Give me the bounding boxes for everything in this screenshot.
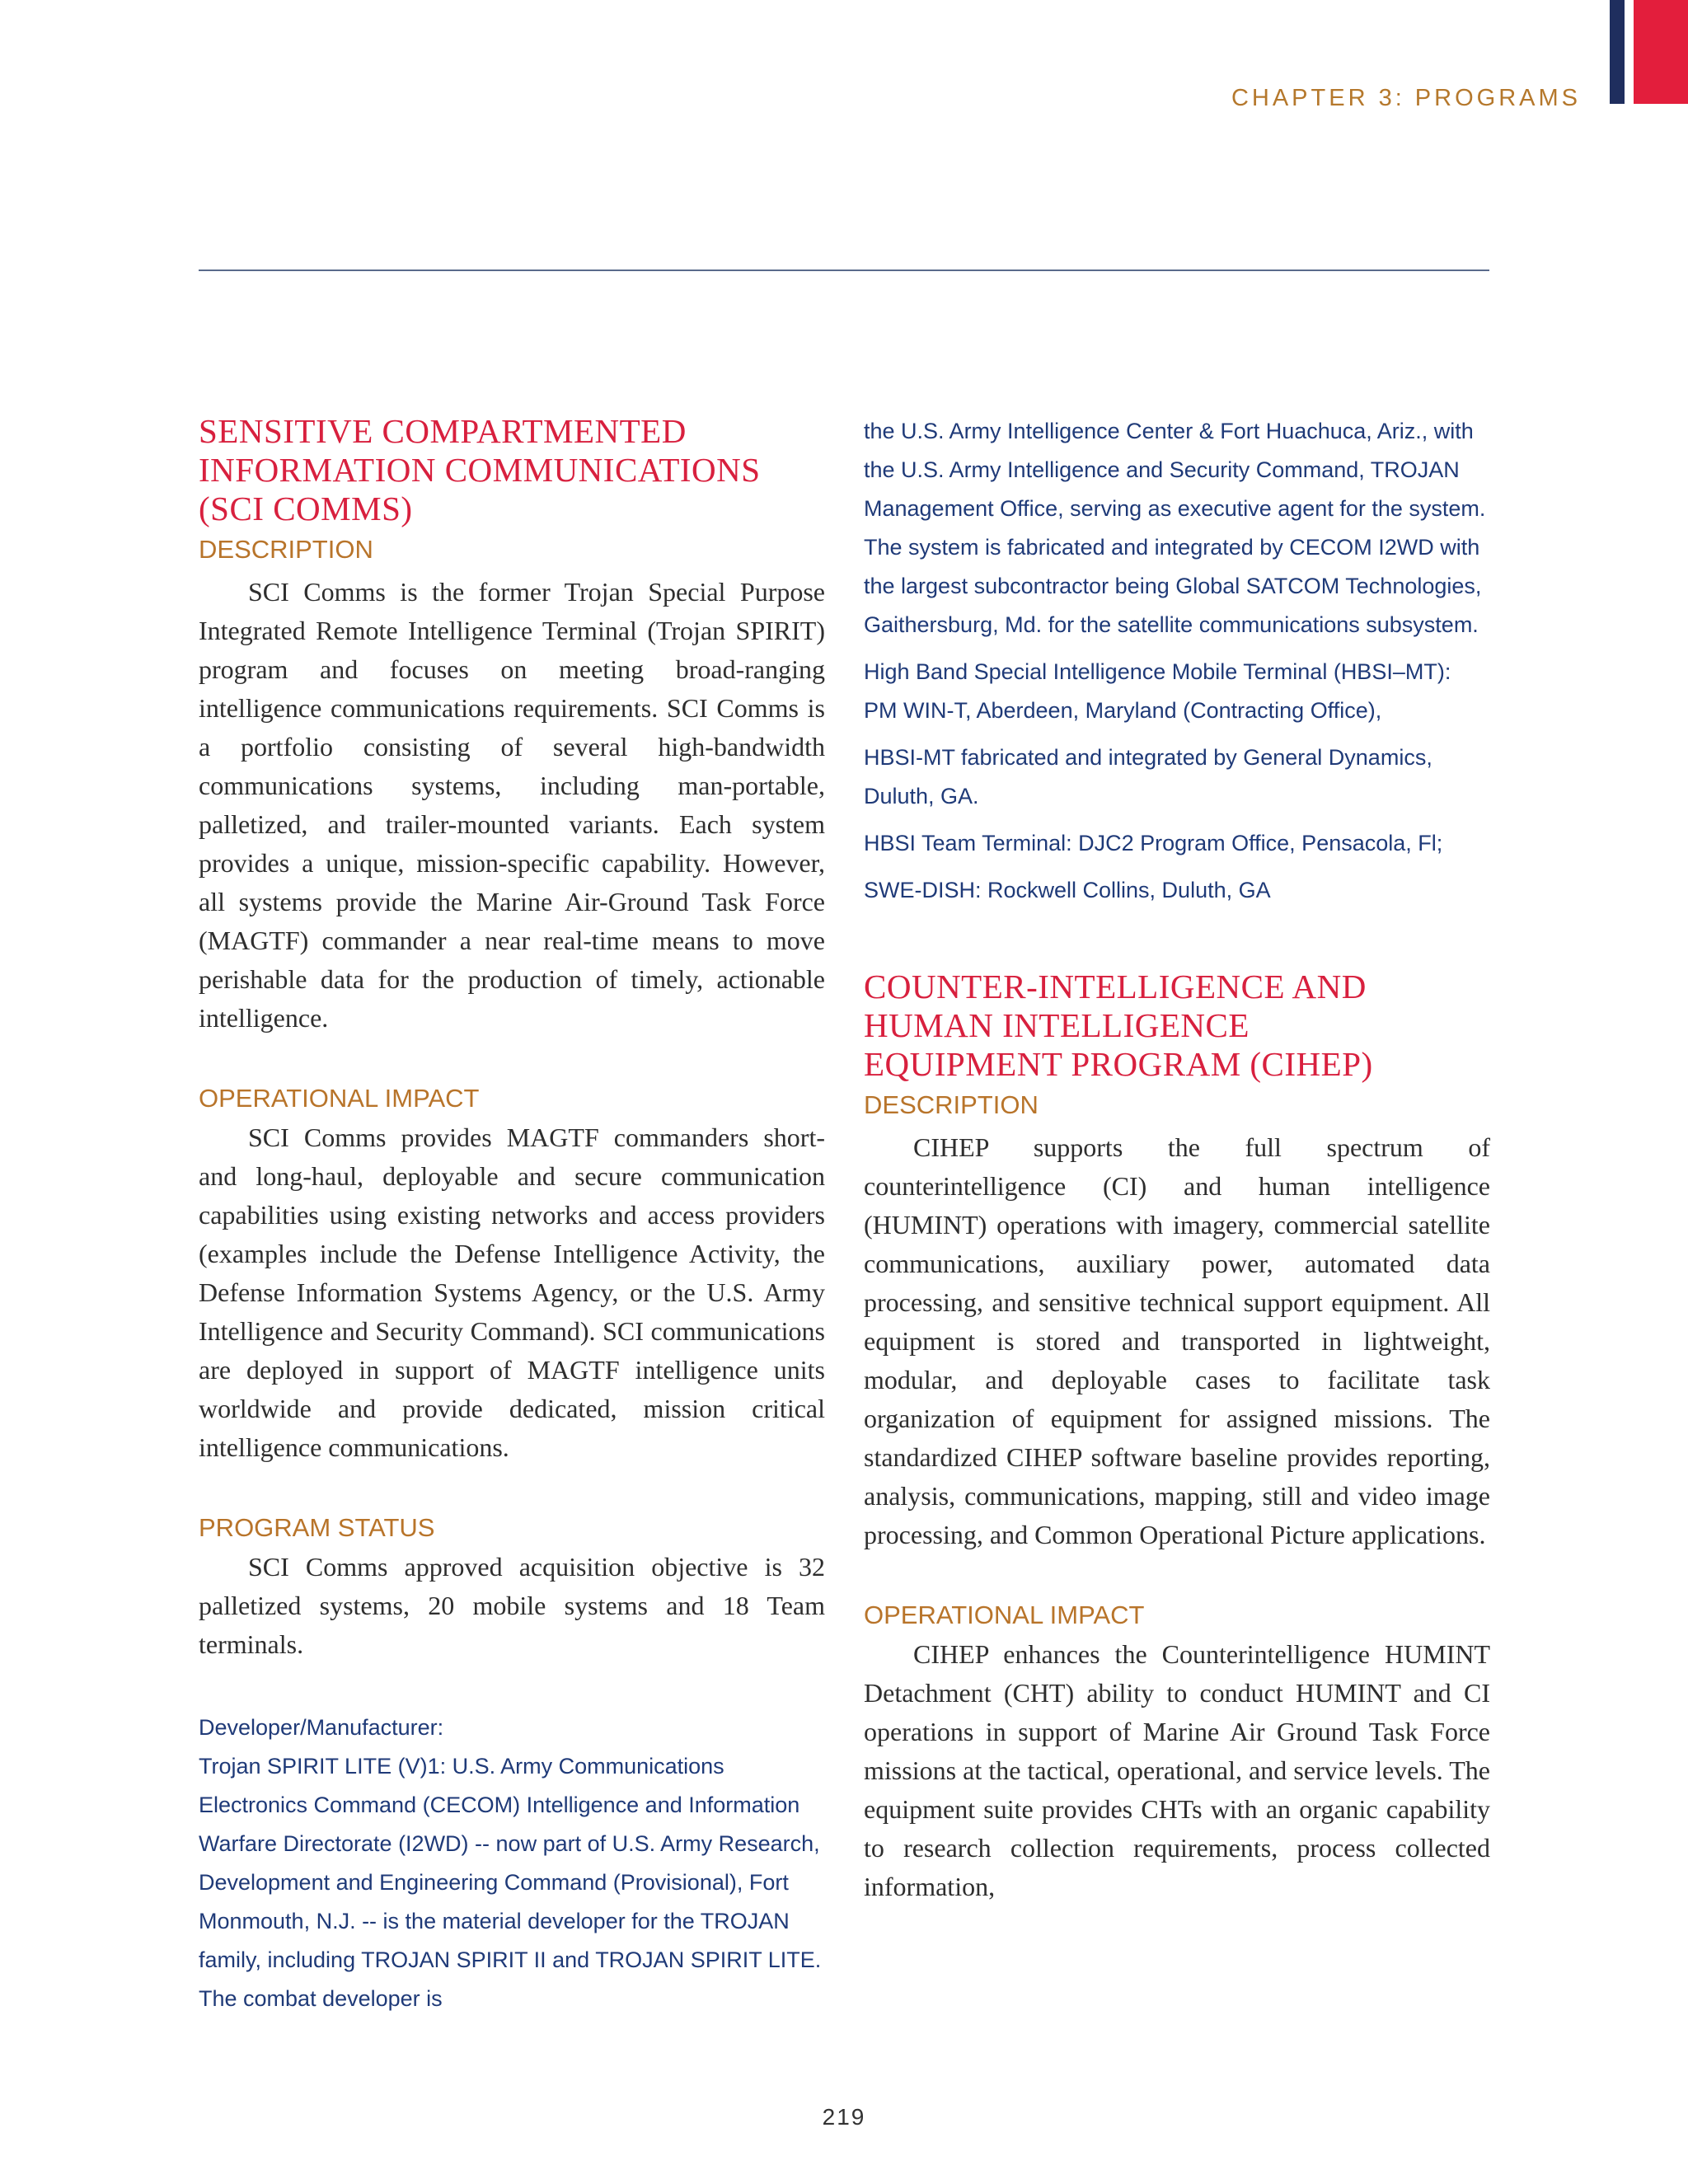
page-number: 219 xyxy=(822,2104,866,2130)
sci-comms-title-line: SENSITIVE COMPARTMENTED xyxy=(199,412,687,450)
cihep-title xyxy=(864,968,1490,1084)
developer-text: Trojan SPIRIT LITE (V)1: U.S. Army Communications Electronics Command (CECOM) Intelligence and Information Warfare Directorate (I2WD) -- now part of U.S. Army Research, Development and Engineering Command (Provisional), Fort Monmouth, N.J. -- is the material developer for the TROJAN family, including TROJAN SPIRIT II and TROJAN SPIRIT LITE. The combat developer is xyxy=(199,1754,822,2011)
header-red-bar xyxy=(1634,0,1688,104)
cihep-impact-text: CIHEP enhances the Counterintelligence HUMINT Detachment (CHT) ability to conduct HUMINT and CI operations in support of Marine Air Ground Task Force missions at the tactical, operational, and service levels. The equipment suite provides CHTs with an organic capability to research collection requirements, process collected information, xyxy=(864,1639,1490,1901)
cihep-description-text: CIHEP supports the full spectrum of counterintelligence (CI) and human intelligence (HUMINT) operations with imagery, commercial satellite communications, auxiliary power, automated data processing, and sensitive technical support equipment. All equipment is stored and transported in lightweight, modular, and deployable cases to facilitate task organization of equipment for assigned missions. The standardized CIHEP software baseline provides reporting, analysis, communications, mapping, still and video image processing, and Common Operational Picture applications. xyxy=(864,1132,1490,1549)
right-column xyxy=(864,412,1490,1906)
developer-label: Developer/Manufacturer: xyxy=(199,1715,444,1740)
developer-item: High Band Special Intelligence Mobile Terminal (HBSI–MT): PM WIN-T, Aberdeen, Maryland (Contracting Office), xyxy=(864,659,1451,723)
sci-description-heading: DESCRIPTION xyxy=(199,535,373,564)
sci-description-text: SCI Comms is the former Trojan Special Purpose Integrated Remote Intelligence Terminal (Trojan SPIRIT) program and focuses on meeting broad-ranging intelligence communications requirements. SCI Comms is a portfolio consisting of several high-bandwidth communications systems, including man-portable, palletized, and trailer-mounted variants. Each system provides a unique, mission-specific capability. However, all systems provide the Marine Air-Ground Task Force (MAGTF) commander a near real-time means to move perishable data for the production of timely, actionable intelligence. xyxy=(199,577,825,1033)
developer-item: HBSI-MT fabricated and integrated by General Dynamics, Duluth, GA. xyxy=(864,745,1432,808)
sci-comms-title-line: (SCI COMMS) xyxy=(199,490,413,527)
sci-status-heading: PROGRAM STATUS xyxy=(199,1513,435,1542)
sci-status-text: SCI Comms approved acquisition objective is 32 palletized systems, 20 mobile systems and 18 Team terminals. xyxy=(199,1552,825,1659)
left-column xyxy=(199,412,825,2018)
developer-continuation: the U.S. Army Intelligence Center & Fort Huachuca, Ariz., with the U.S. Army Intelligence and Security Command, TROJAN Management Office, serving as executive agent for the system. The system is fabricated and integrated by CECOM I2WD with the largest subcontractor being Global SATCOM Technologies, Gaithersburg, Md. for the satellite communications subsystem. xyxy=(864,419,1486,637)
developer-item: SWE-DISH: Rockwell Collins, Duluth, GA xyxy=(864,878,1271,902)
cihep-description-heading: DESCRIPTION xyxy=(864,1090,1039,1119)
cihep-impact-heading: OPERATIONAL IMPACT xyxy=(864,1601,1145,1629)
developer-item: HBSI Team Terminal: DJC2 Program Office, Pensacola, Fl; xyxy=(864,831,1443,855)
sci-comms-title-line: INFORMATION COMMUNICATIONS xyxy=(199,451,761,489)
cihep-title-line: EQUIPMENT PROGRAM (CIHEP) xyxy=(864,1045,1373,1083)
sci-impact-text: SCI Comms provides MAGTF commanders short- and long-haul, deployable and secure communication capabilities using existing networks and access providers (examples include the Defense Intelligence Activity, the Defense Information Systems Agency, or the U.S. Army Intelligence and Security Command). SCI communications are deployed in support of MAGTF intelligence units worldwide and provide dedicated, mission critical intelligence communications. xyxy=(199,1122,825,1462)
header-rule xyxy=(199,269,1489,271)
cihep-title-line: COUNTER-INTELLIGENCE AND xyxy=(864,968,1367,1005)
cihep-title-line: HUMAN INTELLIGENCE xyxy=(864,1006,1250,1044)
header-navy-bar xyxy=(1610,0,1625,104)
sci-comms-title xyxy=(199,412,825,528)
chapter-label: CHAPTER 3: PROGRAMS xyxy=(1231,85,1581,111)
sci-impact-heading: OPERATIONAL IMPACT xyxy=(199,1084,480,1113)
